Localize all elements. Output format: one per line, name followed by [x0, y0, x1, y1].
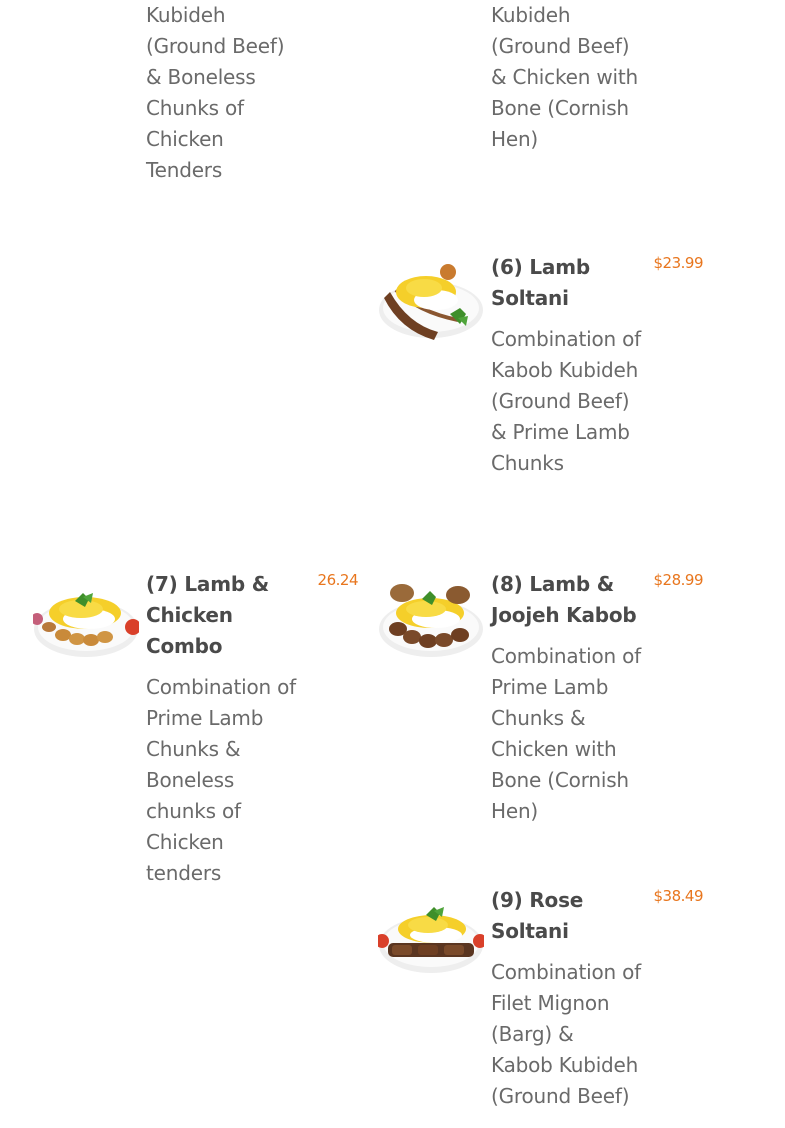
dish-photo-icon[interactable]	[33, 569, 139, 664]
menu-item-price: $23.99	[653, 254, 703, 272]
menu-item-name[interactable]: (6) Lamb Soltani	[491, 255, 590, 310]
dish-photo-icon[interactable]	[378, 569, 484, 664]
menu-item-info	[146, 569, 296, 889]
menu-item-name[interactable]: (9) Rose Soltani	[491, 888, 584, 943]
menu-item-description: Combination of Filet Mignon (Barg) & Kabob Kubideh (Ground Beef)	[491, 960, 642, 1108]
menu-item-price: $38.49	[653, 887, 703, 905]
menu-item-price: $28.99	[653, 571, 703, 589]
menu-item-price: 26.24	[317, 571, 358, 589]
menu-item-info	[491, 885, 641, 1112]
menu-item-description: Combination of Kabob Kubideh (Ground Beef) & Prime Lamb Chunks	[491, 327, 642, 475]
menu-item-info	[491, 0, 641, 155]
menu-item-description: Combination of Prime Lamb Chunks & Boneless chunks of Chicken tenders	[146, 675, 297, 885]
menu-item-info	[491, 252, 641, 479]
menu-item-info	[146, 0, 296, 186]
menu-item-description: Kubideh (Ground Beef) & Boneless Chunks of Chicken Tenders	[146, 3, 285, 182]
menu-item-description: Combination of Prime Lamb Chunks & Chicken with Bone (Cornish Hen)	[491, 644, 642, 823]
menu-item-name[interactable]: (8) Lamb & Joojeh Kabob	[491, 572, 637, 627]
dish-photo-icon[interactable]	[378, 252, 484, 347]
dish-photo-icon[interactable]	[378, 885, 484, 980]
menu-item-info	[491, 569, 641, 827]
menu-item-name[interactable]: (7) Lamb & Chicken Combo	[146, 572, 269, 658]
menu-item-description: Kubideh (Ground Beef) & Chicken with Bone (Cornish Hen)	[491, 3, 638, 151]
